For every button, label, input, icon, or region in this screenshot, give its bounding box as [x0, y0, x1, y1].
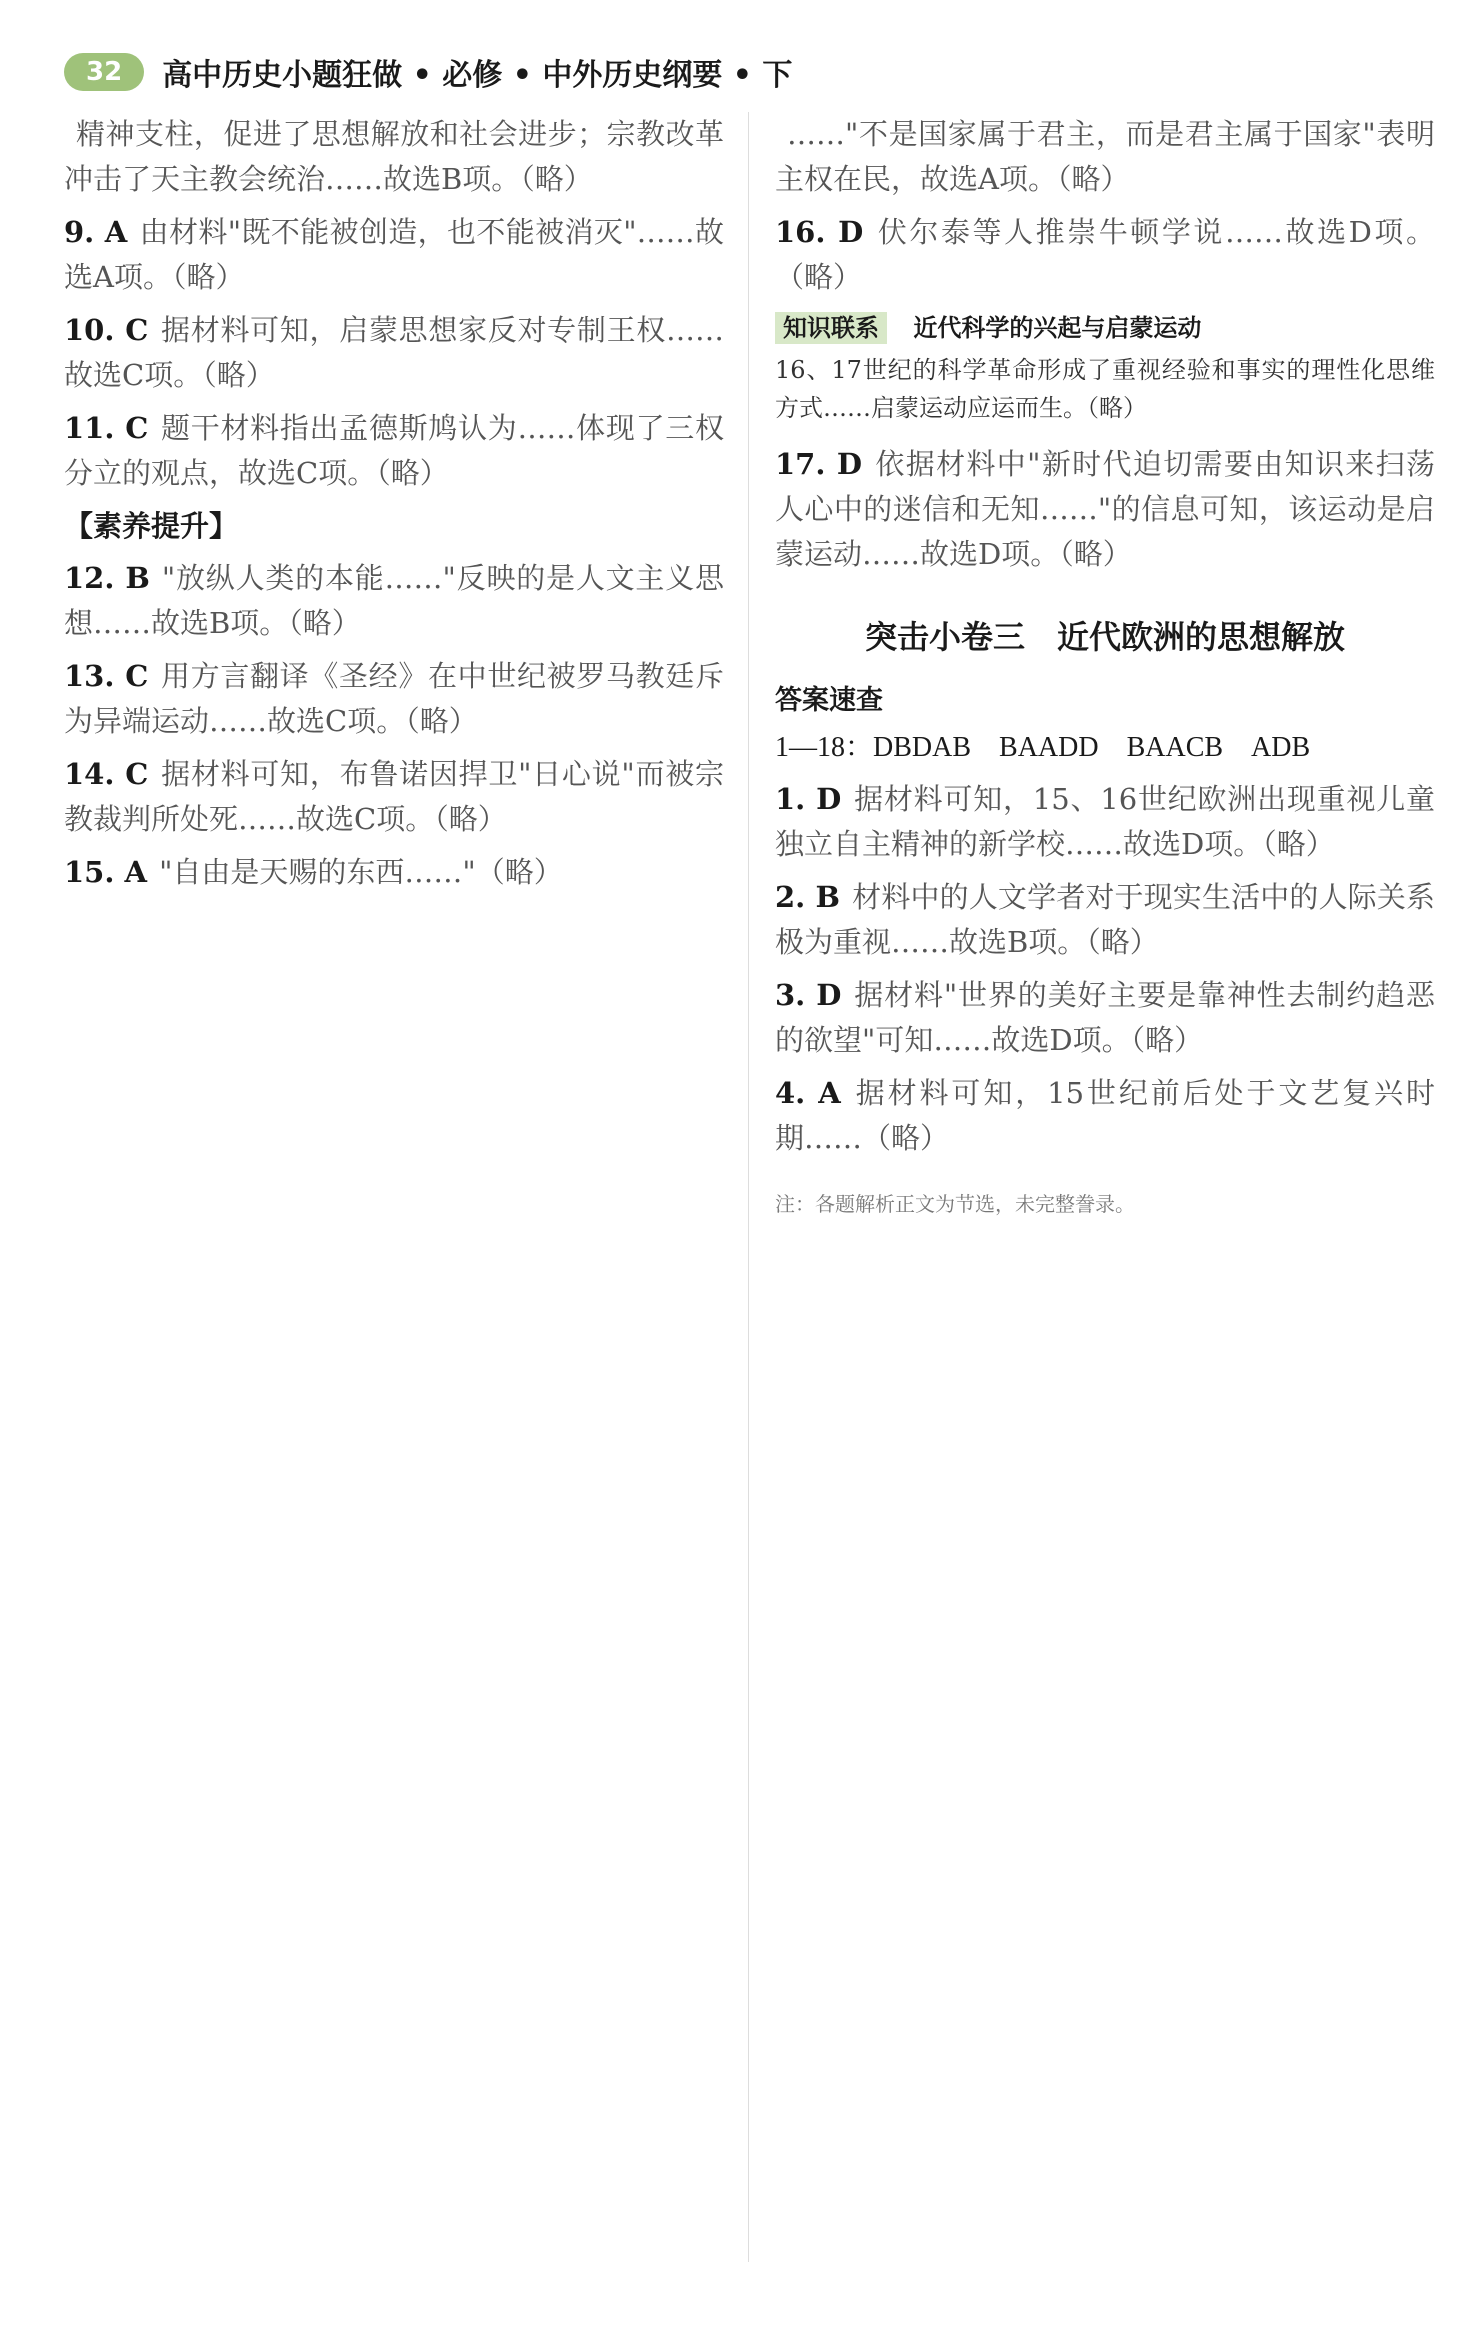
answer-paragraph: 4. A 据材料可知，15世纪前后处于文艺复兴时期……（略） — [775, 1075, 1435, 1155]
answer-paragraph: 10. C 据材料可知，启蒙思想家反对专制王权……故选C项。（略） — [64, 312, 724, 392]
knowledge-link-heading — [775, 310, 1435, 347]
answer-paragraph: 2. B 材料中的人文学者对于现实生活中的人际关系极为重视……故选B项。（略） — [775, 880, 1435, 960]
answer-paragraph: 12. B "放纵人类的本能……"反映的是人文主义思想……故选B项。（略） — [64, 561, 724, 641]
answer-paragraph: ……"不是国家属于君主，而是君主属于国家"表明主权在民，故选A项。（略） — [775, 117, 1435, 196]
abbreviation-note: 注：各题解析正文为节选，未完整誊录。 — [775, 1191, 1135, 1216]
page-number: 32 — [64, 53, 144, 91]
answer-paragraph: 精神支柱，促进了思想解放和社会进步；宗教改革冲击了天主教会统治……故选B项。（略） — [64, 117, 724, 196]
knowledge-link-text: 16、17世纪的科学革命形成了重视经验和事实的理性化思维方式……启蒙运动应运而生。（略） — [775, 355, 1435, 423]
column-divider — [748, 112, 749, 2262]
knowledge-link-title: 近代科学的兴起与启蒙运动 — [913, 313, 1202, 342]
answer-paragraph: 17. D 依据材料中"新时代迫切需要由知识来扫荡人心中的迷信和无知……"的信息可知，该运动是启蒙运动……故选D项。（略） — [775, 446, 1435, 571]
book-title: 高中历史小题狂做 • 必修 • 中外历史纲要 • 下 — [162, 58, 793, 93]
left-column — [64, 112, 724, 903]
answer-paragraph: 9. A 由材料"既不能被创造，也不能被消灭"……故选A项。（略） — [64, 214, 724, 294]
answer-paragraph: 13. C 用方言翻译《圣经》在中世纪被罗马教廷斥为异端运动……故选C项。（略） — [64, 659, 724, 739]
section-title: 突击小卷三 近代欧洲的思想解放 — [864, 617, 1345, 656]
answer-paragraph: 11. C 题干材料指出孟德斯鸠认为……体现了三权分立的观点，故选C项。（略） — [64, 410, 724, 490]
right-column — [775, 112, 1435, 1220]
answer-paragraph: 15. A "自由是天赐的东西……"（略） — [64, 855, 563, 890]
answer-paragraph: 16. D 伏尔泰等人推崇牛顿学说……故选D项。（略） — [775, 214, 1435, 294]
quick-answers-label: 答案速查 — [775, 685, 883, 717]
subsection-heading: 【素养提升】 — [64, 508, 239, 543]
knowledge-link-tag: 知识联系 — [775, 312, 887, 344]
answer-paragraph: 14. C 据材料可知，布鲁诺因捍卫"日心说"而被宗教裁判所处死……故选C项。（略） — [64, 757, 724, 837]
page-header — [64, 48, 792, 96]
answer-paragraph: 1. D 据材料可知，15、16世纪欧洲出现重视儿童独立自主精神的新学校……故选D项。（略） — [775, 782, 1435, 862]
answer-paragraph: 3. D 据材料"世界的美好主要是靠神性去制约趋恶的欲望"可知……故选D项。（略） — [775, 978, 1435, 1058]
quick-answers: 1—18：DBDAB BAADD BAACB ADB — [775, 731, 1311, 763]
